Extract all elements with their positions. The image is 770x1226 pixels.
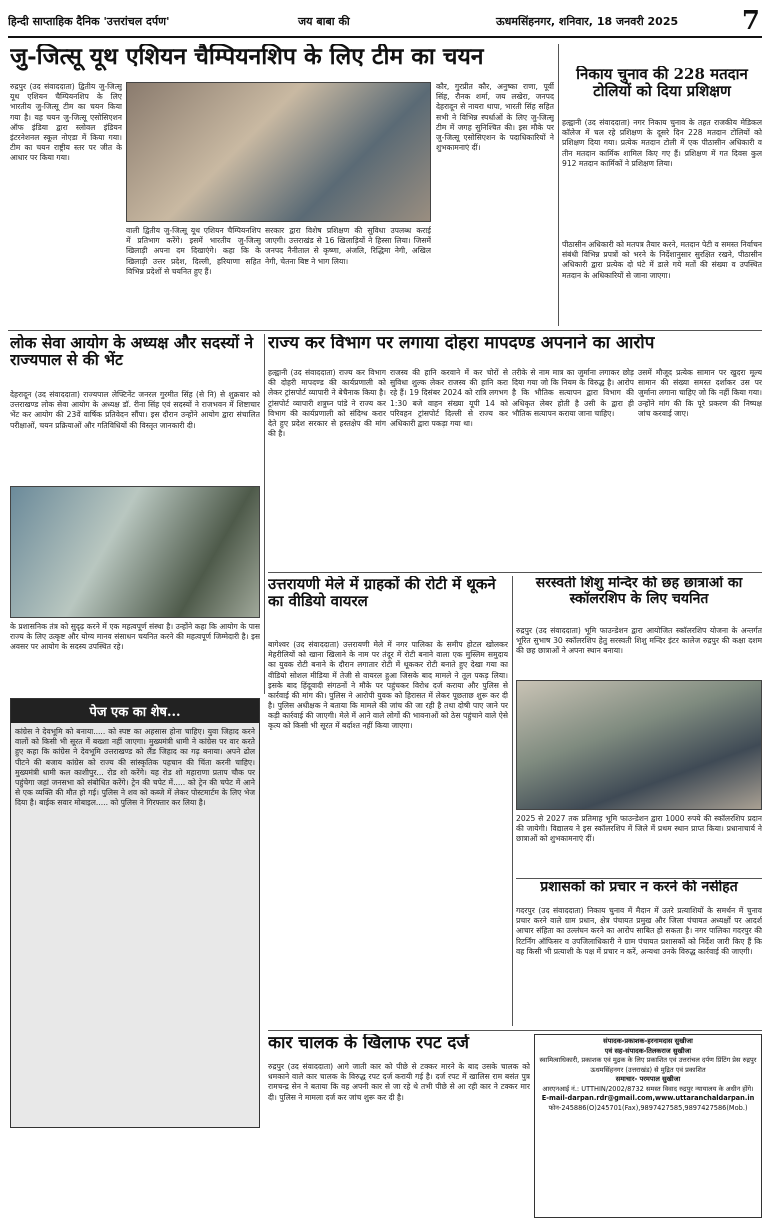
story-ju-jitsu-col2: वाली द्वितीय जु-जित्सू यूथ एशियन चैम्पियनशिप में प्रतिभाग करेंगे। इसमें भारतीय जु-जित्सू खिलाड़ी अपना दम दिखाएंगे। कहा कि के खिलाड़ी उत्तर प्रदेश, दिल्ली, हरियाणा सहित विभिन्न प्रदेशों से चयनित हुए हैं। — [126, 226, 261, 276]
photo-lok-seva — [10, 486, 260, 618]
story-rajya-kar-col1: हल्द्वानी (उद संवाददाता) राज्य कर विभाग की दोहरी मापदण्ड की कार्यप्रणाली को लेकर ट्रांसपोर्ट व्यापारी ने बेचैनाक किया है। ट्रांसपोर्ट व्यापारी शत्रुघ्न पांडे ने राज्य कर विभाग की कार्यप्रणाली को संदिग्ध करार देते हुए प्रदेश सरकार से हस्तक्षेप की मांग की है। — [268, 368, 386, 439]
photo-saraswati-students — [516, 680, 762, 810]
headline-uttarayani: उत्तरायणी मेले में ग्राहकों की रोटी में थूकने का वीडियो वायरल — [268, 576, 496, 610]
imprint-email: E-mail-darpan.rdr@gmail.com,www.uttaranchaldarpan.in — [541, 1094, 755, 1103]
story-lok-seva-top: देहरादून (उद संवाददाता) राज्यपाल लेफ्टिनेंट जनरल गुरमीत सिंह (से नि) से शुक्रवार को उत्तराखण्ड लोक सेवा आयोग के अध्यक्ष डॉ. रीना सिंह एवं सदस्यों ने राजभवन में शिष्टाचार भेंट कर आयोग की 23वें वार्षिक प्रतिवेदन सौंपा। इस दौरान उन्होंने आयोग द्वारा संचालित परीक्षाओं, चयन प्रक्रियाओं और गतिविधियों की विस्तृत जानकारी दी। — [10, 390, 260, 430]
story-saraswati-bottom: 2025 से 2027 तक प्रतिमाह भूमि फाउन्डेशन द्वारा 1000 रुपये की स्कॉलरशिप प्रदान की जायेगी। विद्यालय ने इस स्कॉलरशिप में जिले में प्रथम स्थान प्राप्त किया। प्रधानाचार्य ने छात्राओं को शुभकामनाएं दीं। — [516, 814, 762, 844]
headline-rajya-kar: राज्य कर विभाग पर लगाया दोहरा मापदण्ड अपनाने का आरोप — [268, 334, 655, 353]
story-nikay-top: हल्द्वानी (उद संवाददाता) नगर निकाय चुनाव के तहत राजकीय मेडिकल कॉलेज में चल रहे प्रशिक्षण के दूसरे दिन 228 मतदान टोलियों को प्रशिक्षण दिया गया। प्रत्येक मतदान टोली में एक पीठासीन अधिकारी व तीन मतदान कार्मिक शामिल किए गए हैं। प्रशिक्षण में गत दिवस कुल 912 मतदान कार्मिकों ने प्रशिक्षण लिया। — [562, 118, 762, 168]
imprint-co-editor: एवं सह-संपादक-तिलकराज सुखीजा — [604, 1046, 692, 1055]
box-page-one-remainder — [10, 698, 260, 1128]
story-uttarayani: बागेश्वर (उद संवाददाता) उत्तरायणी मेले में नगर पालिका के समीप होटल खोलकर मेहरीलियों को खाना खिलाने के नाम पर तंदूर में रोटी बनाने वाला एक मुस्लिम समुदाय का युवक रोटी बनाने के दौरान लगातार रोटी में थूककर रोटी बनाते हुए देखा गया का वीडियो सोशल मीडिया में तेजी से वायरल हुआ जिसके बाद मामले ने तूल पकड़ लिया। इसके बाद हिंदूवादी संगठनों ने मौके पर पहुंचकर विरोध दर्ज कराया और पुलिस से कार्रवाई की मांग की। पुलिस ने आरोपी युवक को हिरासत में लेकर पूछताछ शुरू कर दी है। पुलिस अधीक्षक ने बताया कि मामले की जांच की जा रही है तथा दोषी पाए जाने पर कड़ी कार्रवाई की जाएगी। मेले में आने वाले लोगों की भावनाओं को ठेस पहुंचाने वाले ऐसे कृत्य को किसी भी सूरत में बर्दाश्त नहीं किया जाएगा। — [268, 640, 508, 731]
imprint-box — [534, 1034, 762, 1218]
box-title: पेज एक का शेष... — [11, 699, 259, 723]
motto: जय बाबा की — [298, 15, 350, 28]
page-number: 7 — [741, 8, 760, 36]
imprint-editor: संपादक-प्रकाशक-हरनामदास सुखीजा — [603, 1037, 693, 1045]
story-nikay-bottom: पीठासीन अधिकारी को मतपत्र तैयार करने, मतदान पेटी व समस्त निर्वाचन संबंधी विभिन्न प्रपत्रों को भरने के निर्देशानुसार सुरक्षित रखने, पीठासीन अधिकारी द्वारा प्रत्येक दो घंटे में डाले गये मतों की संख्या व उपस्थित मतदान के अधिकारियों से जाना जाएगा। — [562, 240, 762, 280]
story-rajya-kar-col2: राजस्व की हानि करवाने में कर चोरों से सुविधा शुल्क लेकर राजस्व की हानि करा रहे हैं। 19 दिसंबर 2024 को रात्रि लगभग 1:30 बजे वाहन संख्या यूपी 14 को परिवहन ट्रांसपोर्ट दिल्ली से राज्य कर अधिकारी द्वारा पकड़ा गया था। — [390, 368, 508, 428]
imprint-phone: फोन-245886(O)245701(Fax),9897427585,9897427586(Mob.) — [548, 1103, 748, 1112]
story-ju-jitsu-col3: सरकार द्वारा विशेष प्रशिक्षण की सुविधा उपलब्ध कराई जाएगी। उत्तराखंड से 16 खिलाड़ियों ने हिस्सा लिया। जिसमें जनपद नैनीताल से कृष्णा, अंजलि, रिद्धिमा नेगी, अखिल नेगी, चेतना बिष्ट ने भाग लिया। — [265, 226, 431, 266]
imprint-print-line: स्वामित्वाधिकारी, प्रकाशक एवं मुद्रक के लिए प्रकाशित एवं उत्तरांचल दर्पण प्रिंटिंग प्रेस रुद्रपुर ऊधमसिंहनगर (उत्तराखंड) से मुद्रित एवं प्रकाशित — [539, 1056, 757, 1074]
imprint-manager: समाचार- परमपाल सुखीजा — [615, 1075, 681, 1084]
story-ju-jitsu-col4: कौर, गुरप्रीत कौर, अनुष्का राणा, पूर्वी सिंह, रौनक शर्मा, जय लखेरा, जनपद देहरादून से नायरा थापा, भारती सिंह सहित सभी ने विभिन्न स्पर्धाओं के लिए जु-जित्सू टीम में जगह सुनिश्चित की। इस मौके पर जु-जित्सू एसोसिएशन के पदाधिकारियों ने शुभकामनाएं दीं। — [436, 82, 554, 153]
story-prashasan: गदरपुर (उद संवाददाता) निकाय चुनाव में मैदान में उतरे प्रत्याशियों के समर्थन में चुनाव प्रचार करने वाले ग्राम प्रधान, क्षेत्र पंचायत प्रमुख और जिला पंचायत अध्यक्षों पर आदर्श आचार संहिता का उल्लंघन करने का आरोप साबित हो सकता है। नगर पालिका गदरपुर की रिटर्निंग ऑफिसर व उपजिलाधिकारी ने ग्राम पंचायत प्रशासकों को निर्देश जारी किए हैं कि वह किसी भी प्रत्याशी के पक्ष में प्रचार न करें, अन्यथा उनके विरुद्ध कार्रवाई की जाएगी। — [516, 906, 762, 956]
photo-ju-jitsu-team — [126, 82, 431, 222]
imprint-reg: आरएनआई नं.: UTTHIN/2002/8732 समस्त विवाद रुद्रपुर न्यायालय के अधीन होंगे। — [542, 1084, 754, 1093]
dateline: ऊधमसिंहनगर, शनिवार, 18 जनवरी 2025 — [496, 15, 679, 28]
headline-prashasan: प्रशासकों को प्रचार न करने की नसीहत — [540, 880, 738, 895]
headline-lok-seva: लोक सेवा आयोग के अध्यक्ष और सदस्यों ने राज्यपाल से की भेंट — [10, 334, 254, 370]
story-car: रुद्रपुर (उद संवाददाता) आगे जाती कार को पीछे से टक्कर मारने के बाद उसके चालक को धमकाने वाले कार चालक के विरुद्ध रपट दर्ज करायी गई है। दर्ज रपट में खालिस राम बसंत पुत्र रामचन्द्र सेन ने बताया कि वह अपनी कार से जा रहे थे तभी पीछे से आ रही कार ने टक्कर मार दी। पुलिस ने मामला दर्ज कर जांच शुरू कर दी है। — [268, 1062, 530, 1102]
story-saraswati-top: रुद्रपुर (उद संवाददाता) भूमि फाउन्डेशन द्वारा आयोजित स्कॉलरशिप योजना के अन्तर्गत भूरित सुभाष 30 स्कॉलरशिप हेतु सरस्वती शिशु मन्दिर इंटर कालेज रुद्रपुर की कक्षा दशम की छह छात्राओं ने अपना स्थान बनाया। — [516, 626, 762, 656]
headline-ju-jitsu: जु-जित्सू यूथ एशियन चैम्पियनशिप के लिए टीम का चयन — [10, 44, 484, 70]
box-text: कांग्रेस ने देवभूमि को बनाया..... को स्पष्ट का अहसास होना चाहिए। युवा जिहाद करने वालों को किसी भी सूरत में बख्शा नहीं जाएगा। मुख्यमंत्री धामी ने कांग्रेस पर वार करते हुए कहा कि कांग्रेस ने देवभूमि उत्तराखण्ड को लैंड जिहाद का गढ़ बनाया। अपने ढोल पीटने की बजाय कांग्रेस को राज्य की सांस्कृतिक पहचान की चिंता करनी चाहिए। मुख्यमंत्री धामी कल काशीपुर... रोड शो करेंगे। यह रोड शो महाराणा प्रताप चौक पर पहुंचेगा जहां जनसभा को संबोधित करेंगे। ट्रेन की चपेट में..... को ट्रेन की चपेट में आने से एक व्यक्ति की मौत हो गई। पुलिस ने शव को कब्जे में लेकर पोस्टमार्टम के लिए भेज दिया है। बाईक सवार मोबाइल..... को पुलिस ने गिरफ्तार कर लिया है। — [15, 727, 255, 808]
headline-nikay: निकाय चुनाव की 228 मतदान टोलियों को दिया प्रशिक्षण — [576, 66, 748, 100]
story-rajya-kar-col4: उसमें मौजूद प्रत्येक सामान पर खुदरा मूल्य सामान की संख्या समस्त दर्शाकर उस पर जुर्माना लगाना चाहिए जो कि नहीं किया गया। उन्होंने मांग की कि पूरे प्रकरण की निष्पक्ष जांच करवाई जाए। — [638, 368, 762, 418]
headline-car: कार चालक के खिलाफ रपट दर्ज — [268, 1034, 470, 1053]
paper-name: हिन्दी साप्ताहिक दैनिक 'उत्तरांचल दर्पण' — [8, 15, 170, 28]
masthead — [8, 8, 762, 38]
story-lok-seva-bottom: के प्रशासनिक तंत्र को सुदृढ़ करने में एक महत्वपूर्ण संस्था है। उन्होंने कहा कि आयोग के पास राज्य के लिए उत्कृष्ट और योग्य मानव संसाधन चयनित करने की महत्वपूर्ण जिम्मेदारी है। इस अवसर पर आयोग के सदस्य उपस्थित रहे। — [10, 622, 260, 652]
story-ju-jitsu-col1: रुद्रपुर (उद संवाददाता) द्वितीय जु-जित्सू यूथ एशियन चैम्पियनशिप के लिए भारतीय जु-जित्सू टीम का चयन किया गया है। यह चयन जु-जित्सू एसोसिएशन ऑफ इंडिया द्वारा स्लोवल इंडियन इंटरनेशनल स्कूल नोएडा में किया गया। टीम का चयन राष्ट्रीय स्तर पर जीत के आधार पर किया गया। — [10, 82, 122, 163]
headline-saraswati: सरस्वती शिशु मन्दिर की छह छात्राओं का स्कॉलरशिप के लिए चयनित — [535, 576, 743, 607]
story-rajya-kar-col3: तरीके से नाम मात्र का जुर्माना लगाकर छोड़ दिया गया जो कि नियम के विरुद्ध है। आरोप है कि भौतिक सत्यापन द्वारा विभाग की अधिकृत लेबर होती है उसी के द्वारा ही भौतिक सत्यापन कराया जाना चाहिए। — [512, 368, 634, 418]
